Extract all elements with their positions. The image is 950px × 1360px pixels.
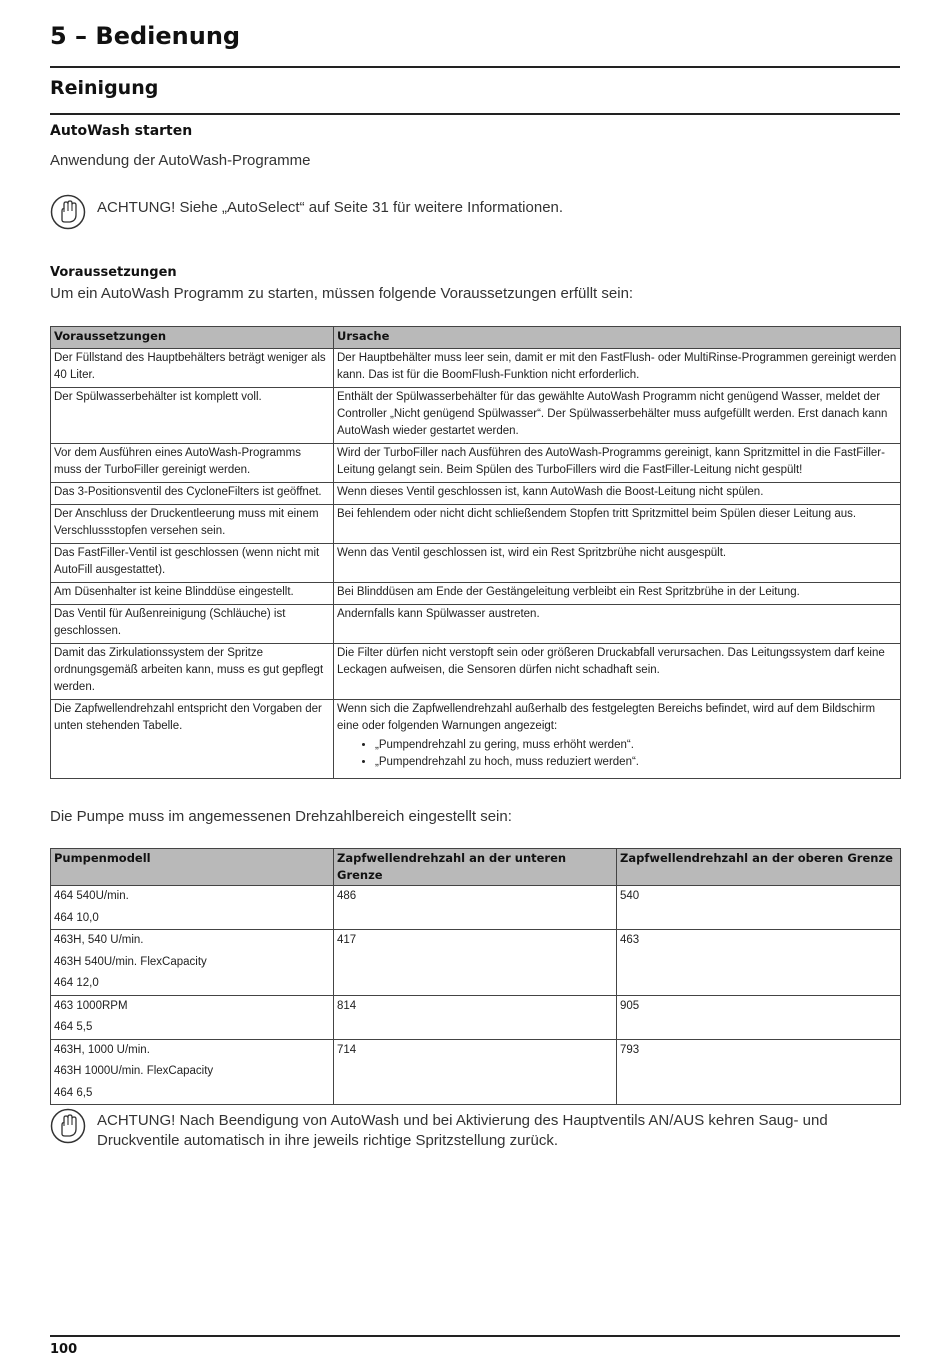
table-header-row bbox=[51, 327, 901, 349]
pump-intro: Die Pumpe muss im angemessenen Drehzahlbereich eingestellt sein: bbox=[50, 808, 512, 825]
footer-divider bbox=[50, 1335, 900, 1337]
table-row bbox=[51, 388, 901, 444]
table-row bbox=[51, 444, 901, 483]
column-header: Pumpenmodell bbox=[51, 849, 334, 886]
cause-cell: Bei fehlendem oder nicht dicht schließendem Stopfen tritt Spritzmittel beim Spülen dieser Leitung aus. bbox=[334, 505, 901, 544]
notice-text: ACHTUNG! Siehe „AutoSelect“ auf Seite 31 für weitere Informationen. bbox=[97, 199, 564, 216]
condition-cell: Die Zapfwellendrehzahl entspricht den Vorgaben der unten stehenden Tabelle. bbox=[51, 700, 334, 779]
section-divider bbox=[50, 113, 900, 115]
condition-cell: Das 3-Positionsventil des CycloneFilters ist geöffnet. bbox=[51, 483, 334, 505]
pump-model-cell bbox=[51, 995, 334, 1039]
pump-model-cell bbox=[51, 1039, 334, 1105]
cause-cell: Wenn das Ventil geschlossen ist, wird ein Rest Spritzbrühe nicht ausgespült. bbox=[334, 544, 901, 583]
cause-cell: Wird der TurboFiller nach Ausführen des AutoWash-Programms gereinigt, kann Spritzmittel in die FastFiller-Leitung gelangt sein. Beim Spülen des TurboFillers wird die FastFiller-Leitung nicht gespült! bbox=[334, 444, 901, 483]
prerequisites-table bbox=[50, 326, 901, 779]
warning-list-item: • „Pumpendrehzahl zu gering, muss erhöht werden“. bbox=[375, 737, 897, 754]
chapter-title: 5 – Bedienung bbox=[50, 22, 241, 50]
condition-cell: Vor dem Ausführen eines AutoWash-Programms muss der TurboFiller gereinigt werden. bbox=[51, 444, 334, 483]
table-row bbox=[51, 886, 901, 930]
cause-cell: Der Hauptbehälter muss leer sein, damit er mit den FastFlush- oder MultiRinse-Programmen gereinigt werden kann. Das ist für die BoomFlush-Funktion nicht erforderlich. bbox=[334, 349, 901, 388]
pump-model: 464 5,5 bbox=[54, 1021, 93, 1033]
warning-hand-icon bbox=[50, 194, 86, 230]
table-row bbox=[51, 483, 901, 505]
table-row bbox=[51, 1039, 901, 1105]
pump-model: 464 540U/min. bbox=[54, 890, 129, 902]
table-header-row bbox=[51, 849, 901, 886]
warning-list bbox=[337, 737, 897, 771]
condition-cell: Das FastFiller-Ventil ist geschlossen (wenn nicht mit AutoFill ausgestattet). bbox=[51, 544, 334, 583]
table-row bbox=[51, 544, 901, 583]
condition-cell: Das Ventil für Außenreinigung (Schläuche) ist geschlossen. bbox=[51, 605, 334, 644]
pump-model: 464 12,0 bbox=[54, 977, 99, 989]
lower-limit-cell: 486 bbox=[334, 886, 617, 930]
pump-model: 463H 1000U/min. FlexCapacity bbox=[54, 1065, 214, 1077]
cause-cell: Wenn dieses Ventil geschlossen ist, kann AutoWash die Boost-Leitung nicht spülen. bbox=[334, 483, 901, 505]
cause-cell bbox=[334, 700, 901, 779]
condition-cell: Damit das Zirkulationssystem der Spritze ordnungsgemäß arbeiten kann, muss es gut gepflegt werden. bbox=[51, 644, 334, 700]
warning-list-item: • „Pumpendrehzahl zu hoch, muss reduziert werden“. bbox=[375, 754, 897, 771]
column-header: Zapfwellendrehzahl an der unteren Grenze bbox=[334, 849, 617, 886]
chapter-divider bbox=[50, 66, 900, 68]
autowash-subtitle: Anwendung der AutoWash-Programme bbox=[50, 152, 311, 169]
lower-limit-cell: 814 bbox=[334, 995, 617, 1039]
cause-text: Wenn sich die Zapfwellendrehzahl außerhalb des festgelegten Bereichs befindet, wird auf dem Bildschirm eine oder folgenden Warnungen angezeigt: bbox=[337, 703, 876, 732]
upper-limit-cell: 793 bbox=[617, 1039, 901, 1105]
cause-cell: Die Filter dürfen nicht verstopft sein oder größeren Druckabfall verursachen. Das Leitungssystem darf keine Leckagen aufweisen, die Sensoren dürfen nicht schadhaft sein. bbox=[334, 644, 901, 700]
cause-cell: Bei Blinddüsen am Ende der Gestängeleitung verbleibt ein Rest Spritzbrühe in der Leitung. bbox=[334, 583, 901, 605]
table-row bbox=[51, 349, 901, 388]
column-header: Zapfwellendrehzahl an der oberen Grenze bbox=[617, 849, 901, 886]
table-row bbox=[51, 700, 901, 779]
section-title: Reinigung bbox=[50, 77, 159, 99]
table-row bbox=[51, 930, 901, 996]
pump-model: 464 10,0 bbox=[54, 911, 99, 924]
condition-cell: Der Spülwasserbehälter ist komplett voll. bbox=[51, 388, 334, 444]
table-row bbox=[51, 605, 901, 644]
column-header: Ursache bbox=[334, 327, 901, 349]
table-row bbox=[51, 505, 901, 544]
prerequisites-heading: Voraussetzungen bbox=[50, 265, 177, 280]
pump-model: 463H 540U/min. FlexCapacity bbox=[54, 955, 207, 968]
pump-speed-table bbox=[50, 848, 901, 1105]
table-row bbox=[51, 995, 901, 1039]
pump-model: 464 6,5 bbox=[54, 1086, 93, 1099]
table-row bbox=[51, 644, 901, 700]
condition-cell: Am Düsenhalter ist keine Blinddüse eingestellt. bbox=[51, 583, 334, 605]
lower-limit-cell: 417 bbox=[334, 930, 617, 996]
cause-cell: Andernfalls kann Spülwasser austreten. bbox=[334, 605, 901, 644]
upper-limit-cell: 540 bbox=[617, 886, 901, 930]
upper-limit-cell: 905 bbox=[617, 995, 901, 1039]
column-header: Voraussetzungen bbox=[51, 327, 334, 349]
notice-text: ACHTUNG! Nach Beendigung von AutoWash und bei Aktivierung des Hauptventils AN/AUS kehren Saug- und Druckventile automatisch in ihre jeweils richtige Spritzstellung zurück. bbox=[97, 1112, 828, 1149]
upper-limit-cell: 463 bbox=[617, 930, 901, 996]
prerequisites-intro: Um ein AutoWash Programm zu starten, müssen folgende Voraussetzungen erfüllt sein: bbox=[50, 285, 634, 302]
pump-model: 463H, 1000 U/min. bbox=[54, 1043, 150, 1056]
pump-model-cell bbox=[51, 886, 334, 930]
condition-cell: Der Anschluss der Druckentleerung muss mit einem Verschlussstopfen versehen sein. bbox=[51, 505, 334, 544]
cause-cell: Enthält der Spülwasserbehälter für das gewählte AutoWash Programm nicht genügend Wasser, meldet der Controller „Nicht genügend Spülwasser“. Der Spülwasserbehälter muss aufgefüllt werden. Erst danach kann AutoWash wieder gestartet werden. bbox=[334, 388, 901, 444]
lower-limit-cell: 714 bbox=[334, 1039, 617, 1105]
table-row bbox=[51, 583, 901, 605]
pump-model: 463 1000RPM bbox=[54, 999, 128, 1012]
autowash-heading: AutoWash starten bbox=[50, 123, 193, 139]
warning-hand-icon bbox=[50, 1108, 86, 1144]
page-number: 100 bbox=[50, 1342, 78, 1357]
pump-model-cell bbox=[51, 930, 334, 996]
pump-model: 463H, 540 U/min. bbox=[54, 934, 144, 946]
condition-cell: Der Füllstand des Hauptbehälters beträgt weniger als 40 Liter. bbox=[51, 349, 334, 388]
